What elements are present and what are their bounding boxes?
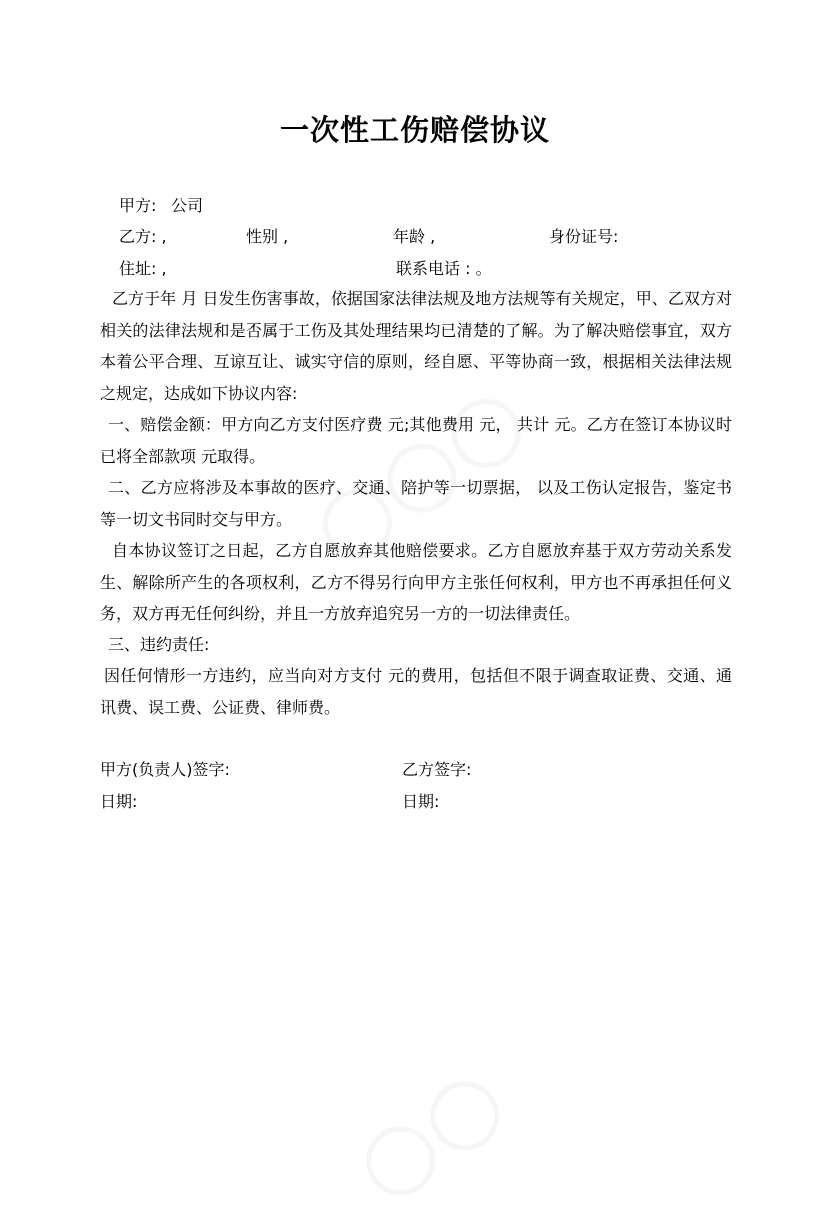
party-a-value: 公司 [171,196,204,215]
paragraph-compensation: 一、赔偿金额：甲方向乙方支付医疗费 元;其他费用 元， 共计 元。乙方在签订本协议时已将全部款项 元取得。 [100,415,732,466]
party-b-address: 住址: , [119,259,167,278]
paragraph-breach-heading: 三、违约责任: [108,635,210,654]
party-b-phone: 联系电话 : 。 [396,259,492,278]
watermark-decoration [334,1044,523,1220]
paragraph-waiver: 自本协议签订之日起，乙方自愿放弃其他赔偿要求。乙方自愿放弃基于双方劳动关系发生、解除所产生的各项权利，乙方不得另行向甲方主张任何权利，甲方也不再承担任何义务，双方再无任何纠纷，并且一方放弃追究另一方的一切法律责任。 [100,541,732,623]
party-a-date: 日期: [100,792,138,811]
party-b-signature: 乙方签字: [402,760,472,779]
party-b-age: 年龄 , [393,227,436,246]
paragraph-documents: 二、乙方应将涉及本事故的医疗、交通、陪护等一切票据， 以及工伤认定报告，鉴定书等一切文书同时交与甲方。 [100,478,732,529]
party-b-date: 日期: [402,792,440,811]
party-a-label: 甲方: [119,196,157,215]
party-b-name: 乙方: , [119,227,167,246]
party-a-signature: 甲方(负责人)签字: [100,760,230,779]
paragraph-incident: 乙方于年 月 日发生伤害事故，依据国家法律法规及地方法规等有关规定，甲、乙双方对相关的法律法规和是否属于工伤及其处理结果均已清楚的了解。为了解决赔偿事宜，双方本着公平合理、互谅互让、诚实守信的原则，经自愿、平等协商一致，根据相关法律法规之规定，达成如下协议内容: [100,289,732,403]
paragraph-breach: 因任何情形一方违约，应当向对方支付 元的费用，包括但不限于调查取证费、交通、通讯费、误工费、公证费、律师费。 [100,666,732,717]
party-b-id-number: 身份证号: [549,227,619,246]
document-title: 一次性工伤赔偿协议 [279,113,550,147]
party-b-gender: 性别 , [246,227,289,246]
